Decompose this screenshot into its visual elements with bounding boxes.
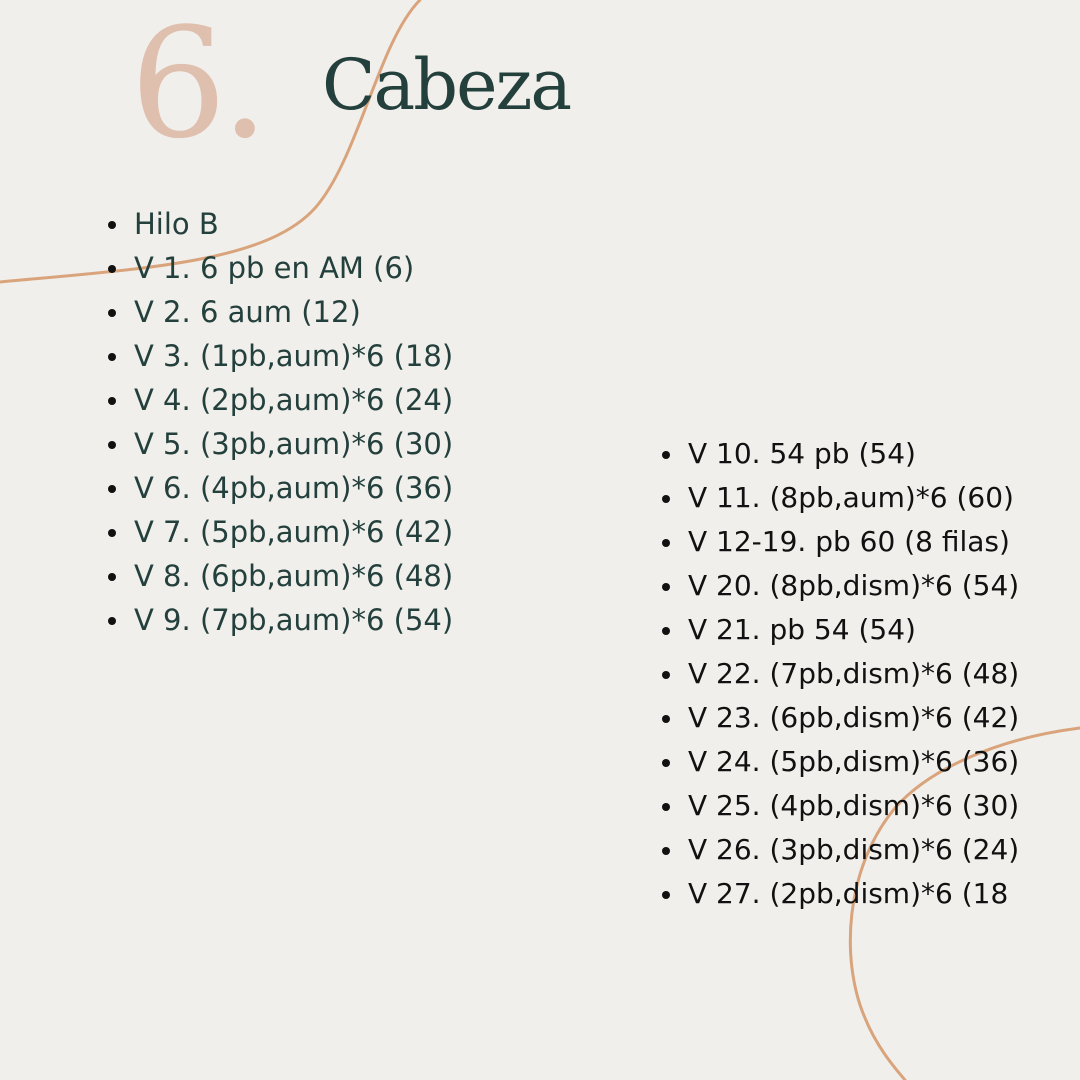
list-item: V 4. (2pb,aum)*6 (24) <box>134 378 453 422</box>
left-instruction-list <box>134 202 453 642</box>
list-item: V 3. (1pb,aum)*6 (18) <box>134 334 453 378</box>
list-item: V 23. (6pb,dism)*6 (42) <box>688 696 1019 740</box>
list-item: V 8. (6pb,aum)*6 (48) <box>134 554 453 598</box>
list-item: V 27. (2pb,dism)*6 (18 <box>688 872 1019 916</box>
list-item: V 2. 6 aum (12) <box>134 290 453 334</box>
list-item: V 10. 54 pb (54) <box>688 432 1019 476</box>
list-item: V 22. (7pb,dism)*6 (48) <box>688 652 1019 696</box>
list-item: V 11. (8pb,aum)*6 (60) <box>688 476 1019 520</box>
list-item: V 12-19. pb 60 (8 filas) <box>688 520 1019 564</box>
list-item: V 21. pb 54 (54) <box>688 608 1019 652</box>
list-item: V 20. (8pb,dism)*6 (54) <box>688 564 1019 608</box>
list-item: V 7. (5pb,aum)*6 (42) <box>134 510 453 554</box>
list-item: V 24. (5pb,dism)*6 (36) <box>688 740 1019 784</box>
list-item: V 9. (7pb,aum)*6 (54) <box>134 598 453 642</box>
list-item: V 1. 6 pb en AM (6) <box>134 246 453 290</box>
list-item: V 6. (4pb,aum)*6 (36) <box>134 466 453 510</box>
right-instruction-list <box>688 432 1019 916</box>
list-item: V 5. (3pb,aum)*6 (30) <box>134 422 453 466</box>
page-title: Cabeza <box>322 44 571 126</box>
step-number: 6. <box>130 0 264 172</box>
list-item: Hilo B <box>134 202 453 246</box>
list-item: V 26. (3pb,dism)*6 (24) <box>688 828 1019 872</box>
list-item: V 25. (4pb,dism)*6 (30) <box>688 784 1019 828</box>
